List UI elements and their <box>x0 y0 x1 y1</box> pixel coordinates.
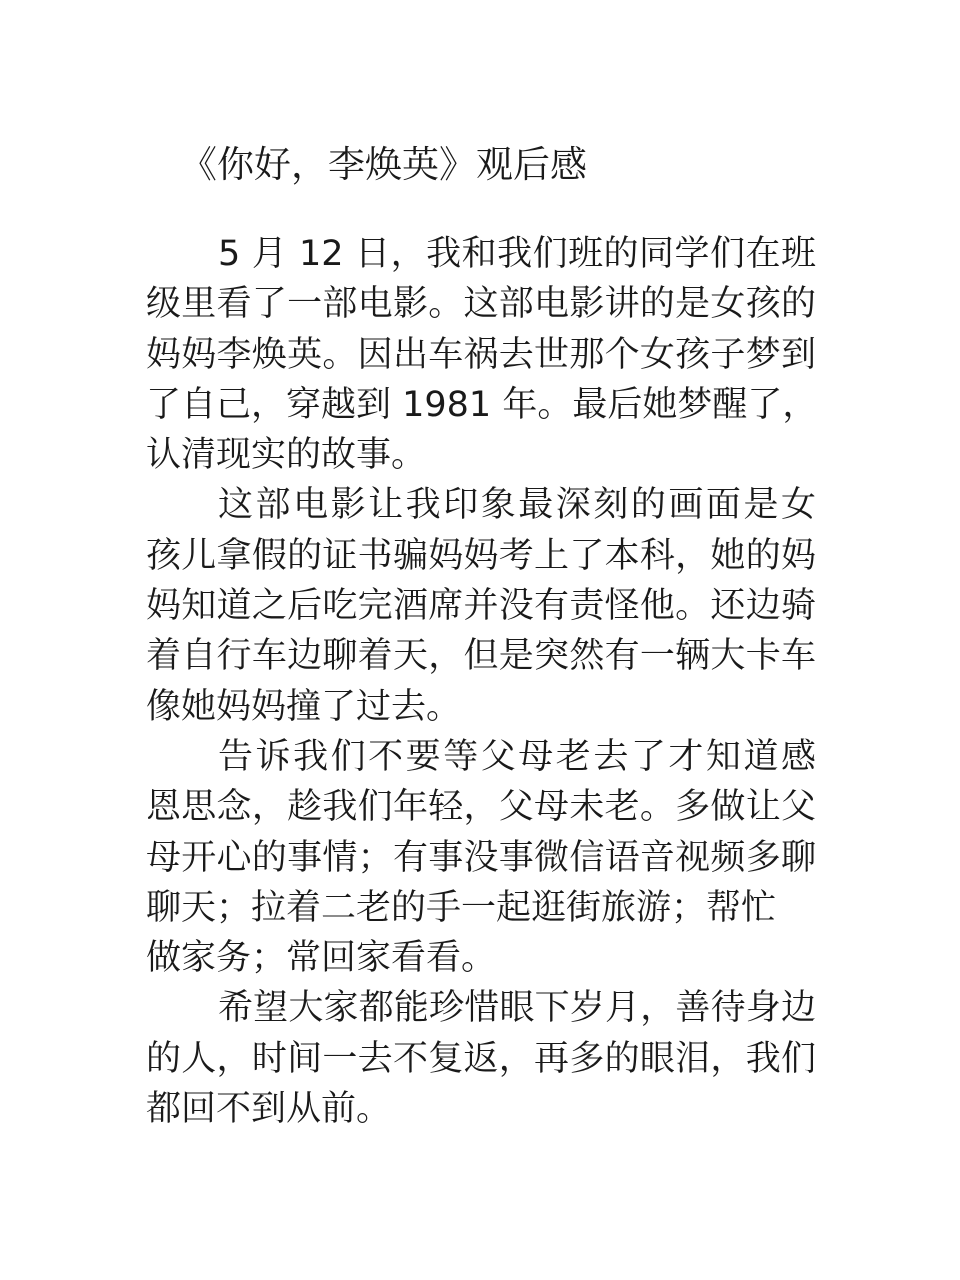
document-title: 《你好，李焕英》观后感 <box>180 143 587 186</box>
text-line: 都回不到从前。 <box>146 1089 392 1130</box>
document-body <box>146 229 816 1134</box>
text-line: 妈知道之后吃完酒席并没有责怪他。还边骑 <box>146 586 816 627</box>
text-line: 恩思念，趁我们年轻，父母未老。多做让父 <box>146 787 816 828</box>
text-line: 5 月 12 日，我和我们班的同学们在班 <box>218 234 816 274</box>
text-line: 孩儿拿假的证书骗妈妈考上了本科，她的妈 <box>146 535 816 576</box>
paragraph-2 <box>146 480 816 731</box>
paragraph-1 <box>146 229 816 480</box>
text-line: 了自己，穿越到 1981 年。最后她梦醒了， <box>146 384 818 425</box>
text-line: 认清现实的故事。 <box>146 435 427 476</box>
paragraph-3 <box>146 732 816 983</box>
text-line: 着自行车边聊着天，但是突然有一辆大卡车 <box>146 636 816 677</box>
text-line: 母开心的事情；有事没事微信语音视频多聊 <box>146 837 816 878</box>
text-line: 妈妈李焕英。因出车祸去世那个女孩子梦到 <box>146 334 816 375</box>
text-line: 这部电影让我印象最深刻的画面是女 <box>218 485 816 526</box>
text-line: 聊天；拉着二老的手一起逛街旅游；帮忙 <box>146 887 777 928</box>
text-line: 级里看了一部电影。这部电影讲的是女孩的 <box>146 284 816 325</box>
text-line: 告诉我们不要等父母老去了才知道感 <box>218 736 816 777</box>
text-line: 像她妈妈撞了过去。 <box>146 686 462 727</box>
text-line: 希望大家都能珍惜眼下岁月，善待身边 <box>218 988 816 1029</box>
paragraph-4 <box>146 983 816 1134</box>
text-line: 的人，时间一去不复返，再多的眼泪，我们 <box>146 1038 816 1079</box>
text-line: 做家务；常回家看看。 <box>146 938 497 979</box>
